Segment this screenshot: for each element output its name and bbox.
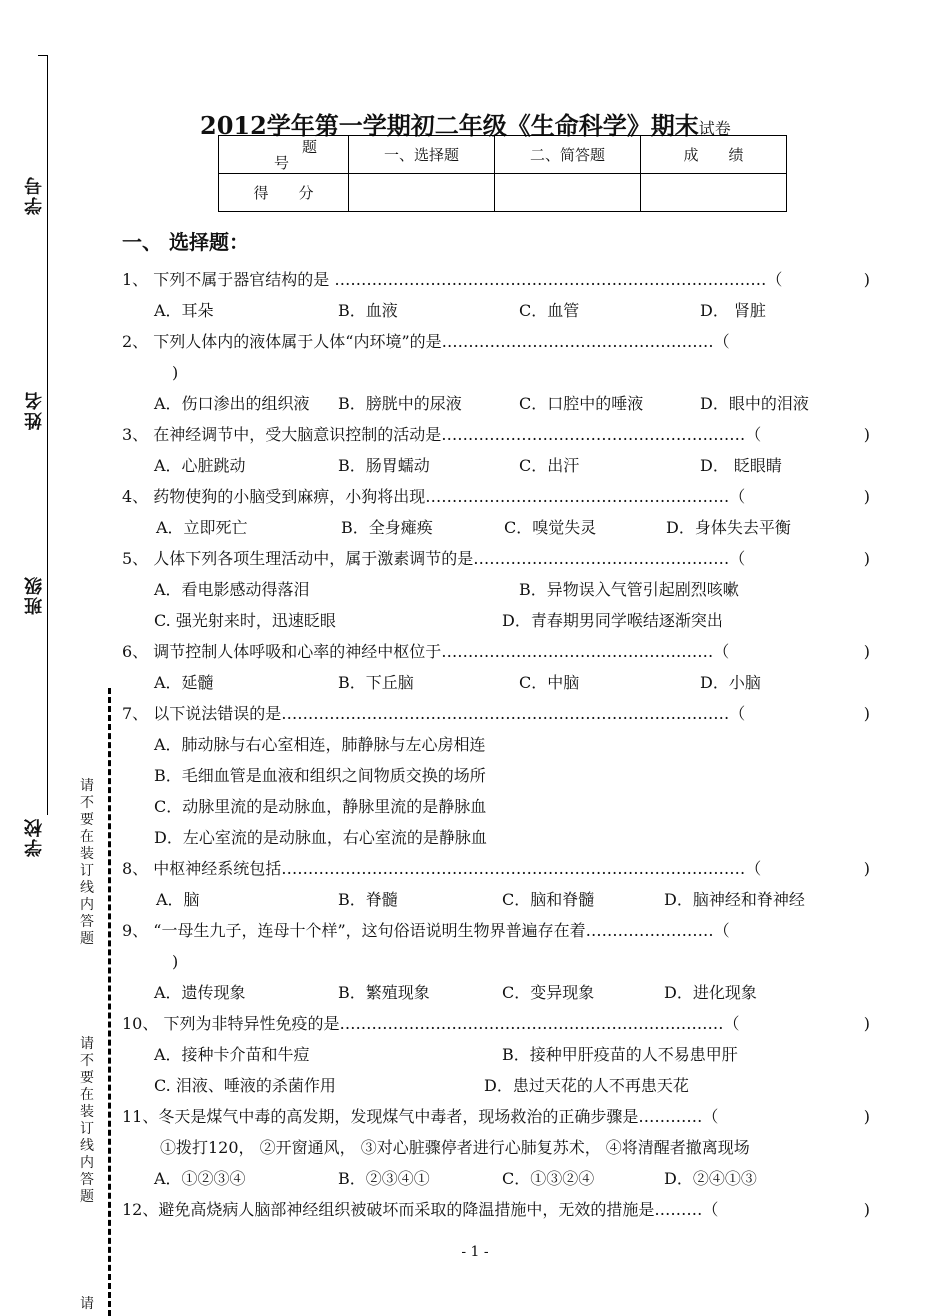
question-8: 8、 中枢神经系统包括……………………………………………………………………………（ )	[122, 859, 870, 878]
title-main: 2012学年第一学期初二年级《生命科学》期末	[200, 111, 699, 140]
student-id-label: 学号	[24, 175, 45, 215]
option: D．眼中的泪液	[700, 394, 809, 413]
page-number: - 1 -	[461, 1244, 489, 1260]
option: D．患过天花的人不再患天花	[484, 1076, 689, 1095]
option: B．血液	[338, 301, 398, 320]
option: D．进化现象	[664, 983, 757, 1002]
corner-bottom: 号	[274, 154, 290, 172]
option: C．中脑	[519, 673, 580, 692]
option: D．②④①③	[664, 1169, 757, 1188]
option: D．脑神经和脊神经	[664, 890, 805, 909]
line-cap	[38, 55, 47, 56]
option: C．动脉里流的是动脉血，静脉里流的是静脉血	[154, 797, 487, 816]
option: C．变异现象	[502, 983, 595, 1002]
header-total: 成 绩	[641, 136, 787, 174]
option: B．繁殖现象	[338, 983, 430, 1002]
option: C．血管	[519, 301, 580, 320]
score-cell	[349, 174, 495, 212]
binding-warning: 请不要在装订线内答题	[80, 778, 94, 947]
option: D．小脑	[700, 673, 761, 692]
corner-cell	[219, 136, 349, 174]
option: A．肺动脉与右心室相连，肺静脉与左心房相连	[154, 735, 486, 754]
school-label: 学校	[24, 817, 45, 857]
option: D． 眨眼睛	[700, 456, 782, 475]
question-10: 10、 下列为非特异性免疫的是………………………………………………………………（ )	[122, 1014, 870, 1033]
question-6: 6、 调节控制人体呼吸和心率的神经中枢位于……………………………………………（ )	[122, 642, 870, 661]
question-4: 4、 药物使狗的小脑受到麻痹，小狗将出现…………………………………………………（ )	[122, 487, 870, 506]
question-12: 12、避免高烧病人脑部神经组织被破坏而采取的降温措施中，无效的措施是………（ )	[122, 1200, 870, 1219]
option: C．脑和脊髓	[502, 890, 595, 909]
question-9: 9、 “一母生九子，连母十个样”，这句俗语说明生物界普遍存在着……………………（	[122, 921, 730, 940]
option: A．立即死亡	[156, 518, 248, 537]
title-suffix: 试卷	[698, 119, 731, 138]
header-choice: 一、选择题	[349, 136, 495, 174]
question-11-steps: ①拨打120， ②开窗通风， ③对心脏骤停者进行心肺复苏术， ④将清醒者撤离现场	[160, 1138, 750, 1157]
score-cell	[641, 174, 787, 212]
binding-line	[47, 55, 48, 815]
option: C．①③②④	[502, 1169, 595, 1188]
option: B．膀胱中的尿液	[338, 394, 462, 413]
option: B．下丘脑	[338, 673, 414, 692]
option: A．延髓	[154, 673, 214, 692]
option: D． 肾脏	[700, 301, 766, 320]
score-table	[218, 135, 787, 212]
question-5: 5、 人体下列各项生理活动中，属于激素调节的是…………………………………………（ )	[122, 549, 870, 568]
option: D．身体失去平衡	[666, 518, 791, 537]
class-label: 班级	[24, 575, 45, 615]
header-short-answer: 二、简答题	[495, 136, 641, 174]
option: A．看电影感动得落泪	[154, 580, 310, 599]
option: C．嗅觉失灵	[504, 518, 597, 537]
binding-warning: 请不要在装订线内答题	[80, 1036, 94, 1205]
option: A．耳朵	[154, 301, 214, 320]
question-9-close: )	[172, 952, 179, 971]
option: B．接种甲肝疫苗的人不易患甲肝	[502, 1045, 738, 1064]
student-name-label: 姓名	[24, 390, 45, 430]
option: C．口腔中的唾液	[519, 394, 644, 413]
question-2: 2、 下列人体内的液体属于人体“内环境”的是……………………………………………（	[122, 332, 730, 351]
option: B．肠胃蠕动	[338, 456, 430, 475]
option: B．全身瘫痪	[341, 518, 433, 537]
binding-dashed-line	[108, 688, 111, 1316]
question-1: 1、 下列不属于器官结构的是 ………………………………………………………………………（ )	[122, 270, 870, 289]
option: A．①②③④	[154, 1169, 246, 1188]
question-2-close: )	[172, 363, 179, 382]
section-title: 一、 选择题：	[122, 230, 249, 254]
score-row-label: 得 分	[219, 174, 349, 212]
question-11: 11、冬天是煤气中毒的高发期，发现煤气中毒者，现场救治的正确步骤是…………（ )	[122, 1107, 870, 1126]
corner-top: 题	[302, 138, 318, 156]
binding-warning: 请	[80, 1296, 94, 1312]
option: C. 强光射来时，迅速眨眼	[154, 611, 336, 630]
option: B．异物误入气管引起剧烈咳嗽	[519, 580, 739, 599]
option: C. 泪液、唾液的杀菌作用	[154, 1076, 336, 1095]
score-cell	[495, 174, 641, 212]
option: A．伤口渗出的组织液	[154, 394, 310, 413]
option: A．心脏跳动	[154, 456, 246, 475]
option: B．毛细血管是血液和组织之间物质交换的场所	[154, 766, 486, 785]
option: B．②③④①	[338, 1169, 430, 1188]
option: D．青春期男同学喉结逐渐突出	[502, 611, 723, 630]
option: A．脑	[156, 890, 200, 909]
option: C．出汗	[519, 456, 580, 475]
option: D．左心室流的是动脉血，右心室流的是静脉血	[154, 828, 487, 847]
option: A．遗传现象	[154, 983, 246, 1002]
option: B．脊髓	[338, 890, 398, 909]
question-3: 3、 在神经调节中，受大脑意识控制的活动是…………………………………………………（ )	[122, 425, 870, 444]
option: A．接种卡介苗和牛痘	[154, 1045, 310, 1064]
question-7: 7、 以下说法错误的是…………………………………………………………………………（ )	[122, 704, 870, 723]
